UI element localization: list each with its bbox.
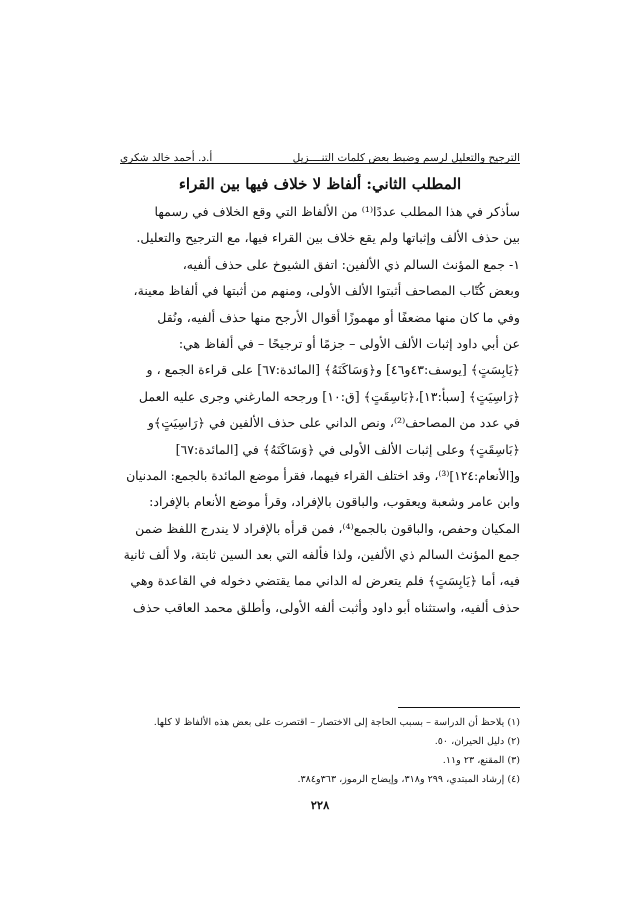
body-line: عن أبي داود إثبات الألف الأولى – جزمًا أو ترجيحًا – في ألفاظ هي:: [178, 335, 520, 351]
body-line: ﴿يَابِسَتٍ﴾ [يوسف:٤٣و٤٦] و﴿وَسَاكَنَهُ﴾ [المائدة:٦٧] على قراءة الجمع ، و: [146, 362, 520, 378]
footnote-divider: [398, 707, 520, 708]
footnotes: [120, 713, 520, 789]
footnote: (٣) المقنع، ٢٣ و١١.: [442, 755, 520, 766]
author-name: أ.د. أحمد خالد شكري: [120, 152, 213, 164]
body-line: بين حذف الألف وإثباتها ولم يقع خلاف بين القراء فيها، مع الترجيح والتعليل.: [136, 230, 520, 246]
body-line: حذف ألفيه، واستثناه أبو داود وأثبت ألفه الأولى، وأطلق محمد العاقب حذف: [132, 599, 520, 615]
body-line: ﴿رَاسِيَتٍ﴾ [سبأ:١٣]،﴿بَاسِقَتٍ﴾ [ق:١٠] ورجحه المارغني وجرى عليه العمل: [138, 388, 520, 404]
body-line: فيه، أما ﴿يَابِسَتٍ﴾ فلم يتعرض له الداني مما يقتضي دخوله في القاعدة وهي: [130, 573, 520, 589]
header-divider: [120, 163, 520, 164]
footnote: (٢) دليل الحيران، ٥٠.: [434, 736, 520, 747]
body-text: [120, 199, 520, 621]
body-line: جمع المؤنث السالم ذي الألفين، ولذا فألفه التي بعد السين ثابتة، ولا ألف ثانية: [123, 547, 520, 563]
footnote: (١) يلاحظ أن الدراسة – بسبب الحاجة إلى الاختصار – اقتصرت على بعض هذه الألفاظ لا كلها.: [153, 717, 520, 728]
body-line: ﴿بَاسِقَتٍ﴾ وعلى إثبات الألف الأولى في ﴿وَسَاكَنَهُ﴾ في [المائدة:٦٧]: [175, 441, 520, 457]
page-number: ٢٢٨: [310, 798, 330, 812]
body-line: المكيان وحفص، والباقون بالجمع⁽⁴⁾، فمن قرأه بالإفراد لا يندرج اللفظ ضمن: [135, 520, 520, 536]
section-title: المطلب الثاني: ألفاظ لا خلاف فيها بين القراء: [178, 175, 462, 193]
footnote: (٤) إرشاد المبتدي، ٢٩٩ و٣١٨، وإيضاح الرموز، ٣٦٣و٣٨٤.: [297, 774, 520, 785]
body-line: سأذكر في هذا المطلب عددًا⁽¹⁾ من الألفاظ التي وقع الخلاف في رسمها: [154, 204, 520, 219]
body-line: في عدد من المصاحف⁽²⁾، ونص الداني على حذف الألفين في ﴿رَاسِيَتٍ﴾و: [147, 415, 520, 431]
body-line: وبعض كُتّاب المصاحف أثبتوا الألف الأولى، ومنهم من أثبتها في ألفاظ معينة،: [133, 283, 520, 299]
body-line: وفي ما كان منها مضعفًا أو مهموزًا أقوال الأرجح منها حذف ألفيه، ونُقل: [157, 309, 520, 325]
book-title: الترجيح والتعليل لرسم وضبط بعض كلمات التنــــزيل: [292, 152, 520, 164]
body-line: وابن عامر وشعبة ويعقوب، والباقون بالإفراد، وقرأ موضع الأنعام بالإفراد:: [149, 494, 520, 510]
body-line: ١- جمع المؤنث السالم ذي الألفين: اتفق الشيوخ على حذف ألفيه،: [182, 256, 520, 272]
body-line: و[الأنعام:١٢٤]⁽³⁾، وقد اختلف القراء فيهما، فقرأ موضع المائدة بالجمع: المدنيان: [126, 468, 520, 483]
running-head: [120, 143, 520, 165]
